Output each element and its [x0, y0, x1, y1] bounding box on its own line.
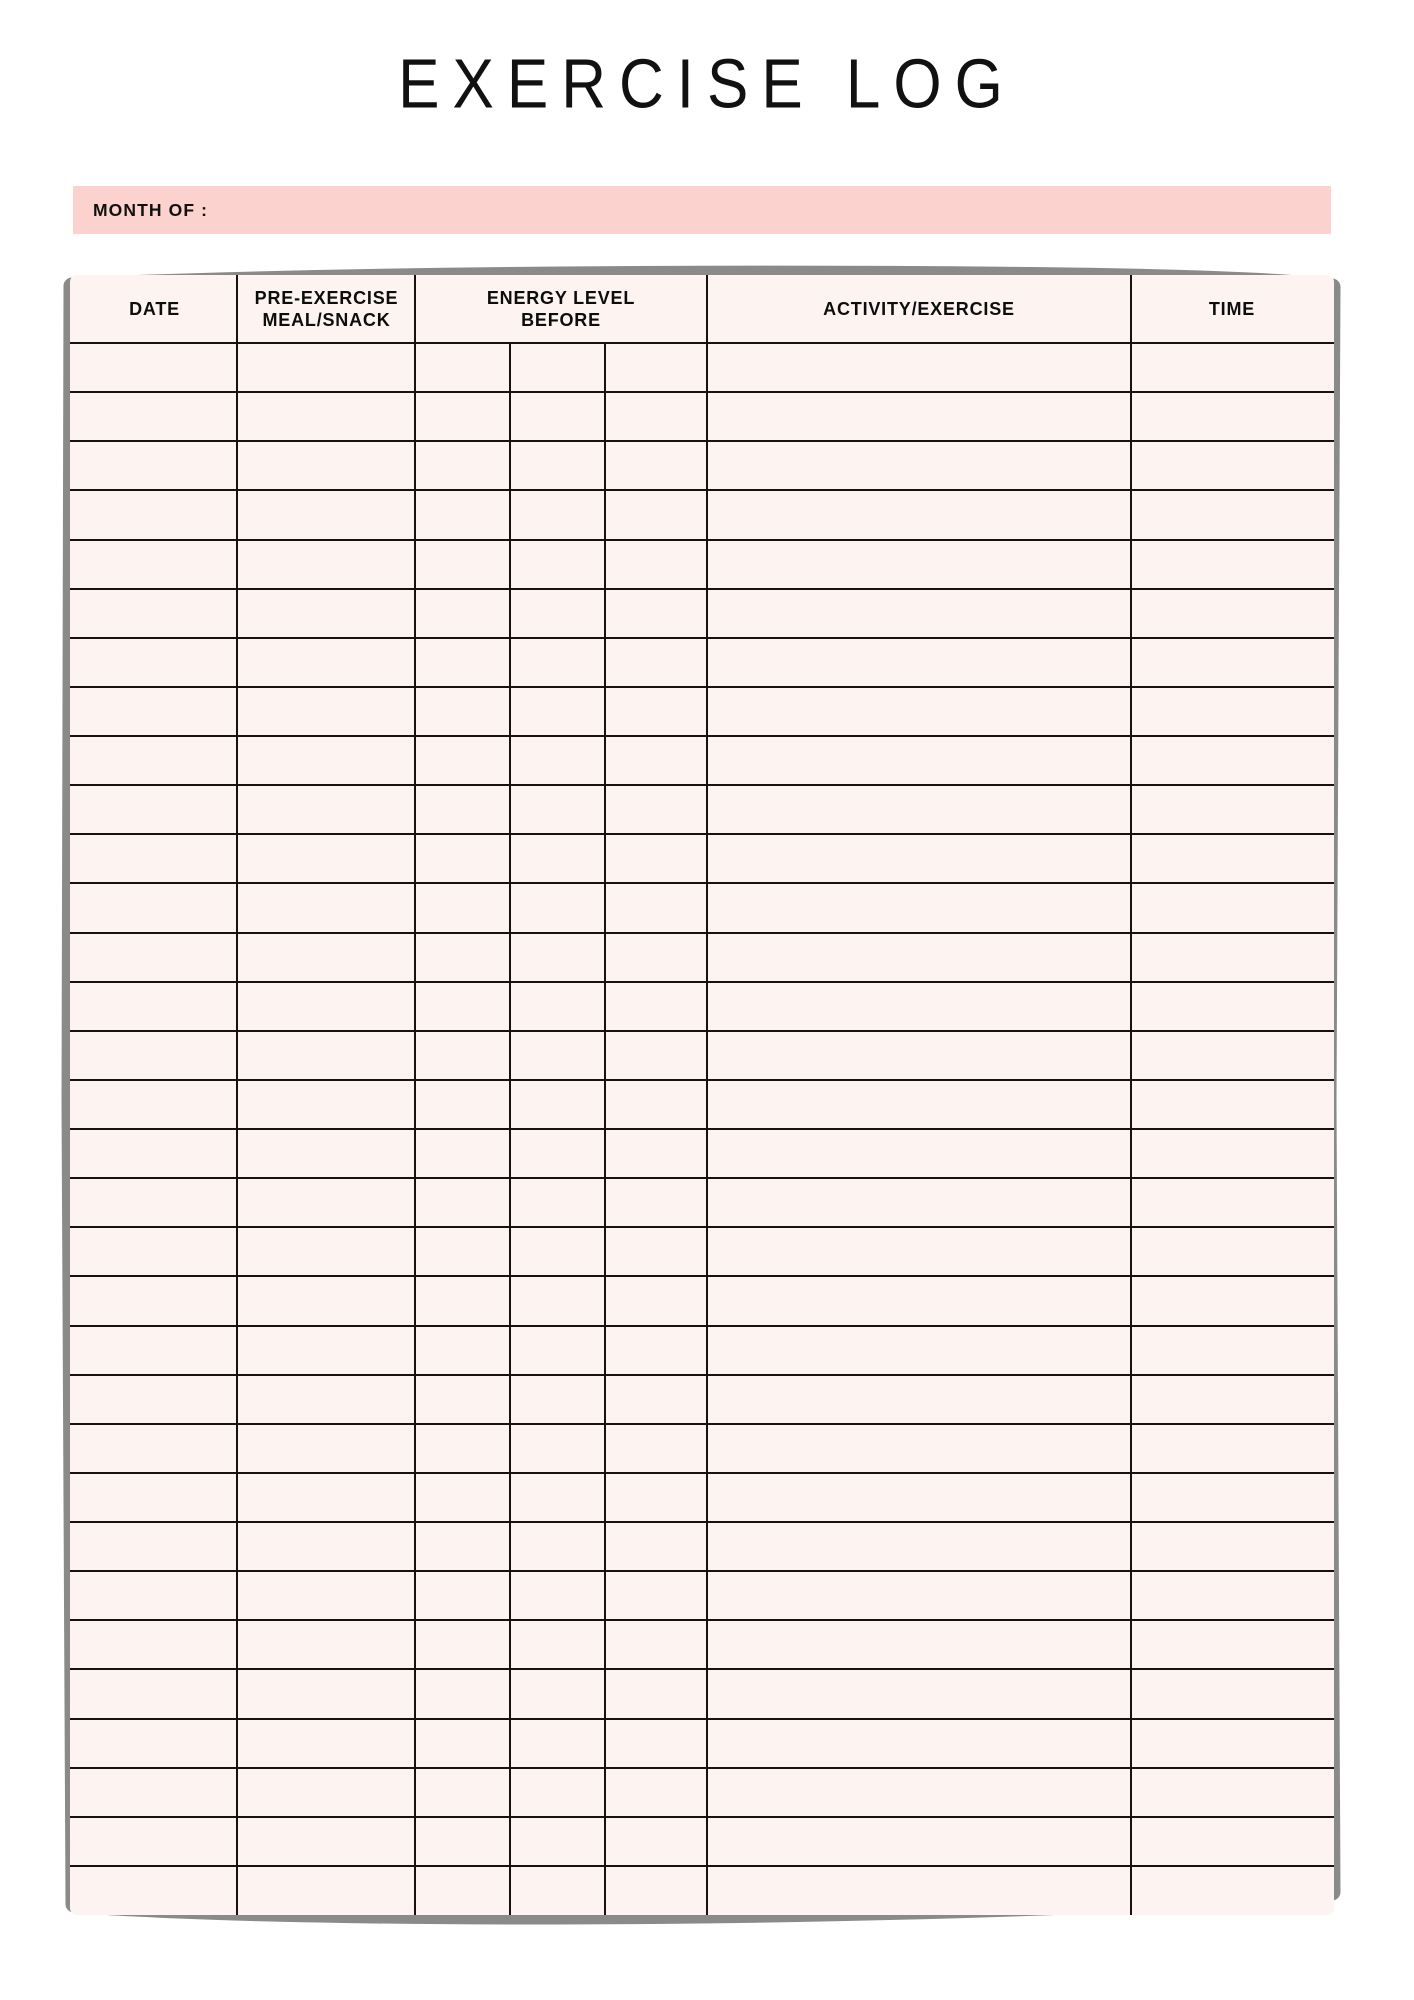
cell-energy-2[interactable] [510, 1424, 605, 1473]
cell-activity[interactable] [707, 343, 1131, 392]
cell-energy-1[interactable] [415, 1375, 510, 1424]
cell-meal[interactable] [237, 392, 415, 441]
cell-time[interactable] [1131, 785, 1334, 834]
cell-energy-3[interactable] [605, 982, 707, 1031]
table-row [70, 1080, 1334, 1129]
cell-activity[interactable] [707, 490, 1131, 539]
cell-activity[interactable] [707, 1129, 1131, 1178]
cell-energy-3[interactable] [605, 1129, 707, 1178]
cell-meal[interactable] [237, 1866, 415, 1915]
cell-energy-1[interactable] [415, 1669, 510, 1718]
cell-energy-2[interactable] [510, 638, 605, 687]
cell-energy-2[interactable] [510, 1719, 605, 1768]
cell-date[interactable] [70, 834, 237, 883]
table-row [70, 1375, 1334, 1424]
cell-meal[interactable] [237, 1571, 415, 1620]
cell-meal[interactable] [237, 834, 415, 883]
cell-meal[interactable] [237, 638, 415, 687]
cell-date[interactable] [70, 982, 237, 1031]
table-row [70, 1276, 1334, 1325]
cell-energy-3[interactable] [605, 1227, 707, 1276]
cell-energy-1[interactable] [415, 834, 510, 883]
cell-time[interactable] [1131, 883, 1334, 932]
cell-energy-1[interactable] [415, 589, 510, 638]
cell-meal[interactable] [237, 343, 415, 392]
cell-meal[interactable] [237, 1129, 415, 1178]
cell-activity[interactable] [707, 1571, 1131, 1620]
column-header-meal-line2: MEAL/SNACK [262, 310, 391, 330]
cell-date[interactable] [70, 1817, 237, 1866]
cell-energy-3[interactable] [605, 1522, 707, 1571]
month-of-label: MONTH OF : [93, 199, 209, 220]
cell-date[interactable] [70, 1031, 237, 1080]
table-row [70, 1719, 1334, 1768]
cell-energy-2[interactable] [510, 392, 605, 441]
table-row [70, 736, 1334, 785]
cell-date[interactable] [70, 1326, 237, 1375]
table-row [70, 687, 1334, 736]
cell-energy-2[interactable] [510, 1326, 605, 1375]
cell-energy-2[interactable] [510, 1080, 605, 1129]
cell-energy-2[interactable] [510, 1620, 605, 1669]
cell-meal[interactable] [237, 490, 415, 539]
cell-time[interactable] [1131, 1473, 1334, 1522]
cell-date[interactable] [70, 1768, 237, 1817]
cell-energy-1[interactable] [415, 785, 510, 834]
cell-activity[interactable] [707, 1178, 1131, 1227]
table-row [70, 933, 1334, 982]
table-row [70, 540, 1334, 589]
cell-activity[interactable] [707, 736, 1131, 785]
cell-activity[interactable] [707, 1620, 1131, 1669]
cell-energy-3[interactable] [605, 1571, 707, 1620]
cell-time[interactable] [1131, 490, 1334, 539]
cell-time[interactable] [1131, 1768, 1334, 1817]
cell-energy-1[interactable] [415, 736, 510, 785]
table-row [70, 1866, 1334, 1915]
cell-date[interactable] [70, 392, 237, 441]
column-header-activity: ACTIVITY/EXERCISE [823, 298, 1015, 319]
cell-date[interactable] [70, 1669, 237, 1718]
cell-time[interactable] [1131, 982, 1334, 1031]
cell-energy-2[interactable] [510, 1866, 605, 1915]
cell-energy-3[interactable] [605, 490, 707, 539]
cell-date[interactable] [70, 1227, 237, 1276]
cell-meal[interactable] [237, 1424, 415, 1473]
cell-time[interactable] [1131, 1227, 1334, 1276]
cell-meal[interactable] [237, 1669, 415, 1718]
cell-energy-3[interactable] [605, 638, 707, 687]
cell-energy-1[interactable] [415, 982, 510, 1031]
cell-meal[interactable] [237, 1768, 415, 1817]
table-row [70, 1326, 1334, 1375]
table-row [70, 1129, 1334, 1178]
cell-energy-2[interactable] [510, 490, 605, 539]
cell-time[interactable] [1131, 1129, 1334, 1178]
cell-energy-2[interactable] [510, 687, 605, 736]
cell-energy-1[interactable] [415, 1866, 510, 1915]
cell-activity[interactable] [707, 1866, 1131, 1915]
cell-activity[interactable] [707, 1424, 1131, 1473]
table-row [70, 589, 1334, 638]
cell-energy-1[interactable] [415, 540, 510, 589]
cell-energy-2[interactable] [510, 1375, 605, 1424]
table-cells [70, 275, 1334, 1915]
table-row [70, 490, 1334, 539]
cell-time[interactable] [1131, 1522, 1334, 1571]
cell-energy-2[interactable] [510, 1571, 605, 1620]
cell-energy-3[interactable] [605, 1326, 707, 1375]
cell-energy-1[interactable] [415, 1424, 510, 1473]
cell-meal[interactable] [237, 1522, 415, 1571]
cell-energy-3[interactable] [605, 1866, 707, 1915]
cell-activity[interactable] [707, 1473, 1131, 1522]
cell-date[interactable] [70, 736, 237, 785]
cell-date[interactable] [70, 933, 237, 982]
cell-meal[interactable] [237, 1080, 415, 1129]
cell-activity[interactable] [707, 1375, 1131, 1424]
cell-energy-3[interactable] [605, 834, 707, 883]
cell-activity[interactable] [707, 638, 1131, 687]
cell-energy-2[interactable] [510, 982, 605, 1031]
cell-time[interactable] [1131, 736, 1334, 785]
table-row [70, 392, 1334, 441]
cell-energy-1[interactable] [415, 490, 510, 539]
column-header-energy-line1: ENERGY LEVEL [486, 287, 636, 308]
cell-activity[interactable] [707, 540, 1131, 589]
cell-energy-2[interactable] [510, 834, 605, 883]
cell-activity[interactable] [707, 392, 1131, 441]
table-row [70, 1522, 1334, 1571]
cell-time[interactable] [1131, 933, 1334, 982]
cell-energy-2[interactable] [510, 933, 605, 982]
cell-energy-1[interactable] [415, 1719, 510, 1768]
cell-energy-2[interactable] [510, 736, 605, 785]
cell-meal[interactable] [237, 1620, 415, 1669]
cell-time[interactable] [1131, 1031, 1334, 1080]
cell-activity[interactable] [707, 1031, 1131, 1080]
table-row [70, 834, 1334, 883]
cell-date[interactable] [70, 589, 237, 638]
cell-energy-3[interactable] [605, 1817, 707, 1866]
cell-energy-1[interactable] [415, 1620, 510, 1669]
cell-energy-1[interactable] [415, 1571, 510, 1620]
cell-date[interactable] [70, 1866, 237, 1915]
cell-energy-3[interactable] [605, 1178, 707, 1227]
cell-date[interactable] [70, 490, 237, 539]
cell-energy-1[interactable] [415, 1276, 510, 1325]
column-header-date: DATE [129, 298, 180, 319]
cell-energy-1[interactable] [415, 1031, 510, 1080]
cell-activity[interactable] [707, 1817, 1131, 1866]
cell-energy-1[interactable] [415, 392, 510, 441]
cell-meal[interactable] [237, 883, 415, 932]
table-row [70, 1571, 1334, 1620]
cell-time[interactable] [1131, 540, 1334, 589]
cell-meal[interactable] [237, 1375, 415, 1424]
cell-date[interactable] [70, 1719, 237, 1768]
table-row [70, 1178, 1334, 1227]
cell-activity[interactable] [707, 1326, 1131, 1375]
cell-time[interactable] [1131, 1866, 1334, 1915]
cell-energy-2[interactable] [510, 1473, 605, 1522]
table-row [70, 1817, 1334, 1866]
cell-energy-1[interactable] [415, 1080, 510, 1129]
cell-time[interactable] [1131, 1719, 1334, 1768]
cell-meal[interactable] [237, 589, 415, 638]
cell-date[interactable] [70, 1276, 237, 1325]
cell-time[interactable] [1131, 1080, 1334, 1129]
cell-time[interactable] [1131, 589, 1334, 638]
cell-meal[interactable] [237, 1031, 415, 1080]
cell-meal[interactable] [237, 736, 415, 785]
cell-date[interactable] [70, 883, 237, 932]
table-row [70, 638, 1334, 687]
cell-date[interactable] [70, 1571, 237, 1620]
cell-energy-2[interactable] [510, 1276, 605, 1325]
cell-energy-2[interactable] [510, 1227, 605, 1276]
cell-date[interactable] [70, 785, 237, 834]
cell-energy-1[interactable] [415, 1473, 510, 1522]
cell-time[interactable] [1131, 1326, 1334, 1375]
cell-energy-1[interactable] [415, 1768, 510, 1817]
column-header-meal-line1: PRE-EXERCISE [254, 287, 399, 308]
cell-activity[interactable] [707, 834, 1131, 883]
cell-date[interactable] [70, 1424, 237, 1473]
cell-meal[interactable] [237, 1473, 415, 1522]
cell-energy-1[interactable] [415, 1326, 510, 1375]
cell-meal[interactable] [237, 1276, 415, 1325]
table-body [70, 275, 1334, 1915]
table-row [70, 1031, 1334, 1080]
cell-energy-2[interactable] [510, 441, 605, 490]
cell-energy-2[interactable] [510, 589, 605, 638]
cell-energy-3[interactable] [605, 1080, 707, 1129]
cell-meal[interactable] [237, 982, 415, 1031]
cell-activity[interactable] [707, 1276, 1131, 1325]
cell-date[interactable] [70, 1178, 237, 1227]
cell-time[interactable] [1131, 441, 1334, 490]
cell-time[interactable] [1131, 1669, 1334, 1718]
cell-date[interactable] [70, 343, 237, 392]
cell-meal[interactable] [237, 540, 415, 589]
page-title: EXERCISE LOG [398, 45, 1016, 124]
cell-energy-2[interactable] [510, 1031, 605, 1080]
cell-energy-2[interactable] [510, 540, 605, 589]
cell-date[interactable] [70, 1080, 237, 1129]
cell-time[interactable] [1131, 834, 1334, 883]
cell-energy-1[interactable] [415, 1178, 510, 1227]
cell-energy-2[interactable] [510, 1768, 605, 1817]
cell-energy-3[interactable] [605, 687, 707, 736]
cell-date[interactable] [70, 1522, 237, 1571]
cell-energy-1[interactable] [415, 441, 510, 490]
cell-energy-2[interactable] [510, 883, 605, 932]
cell-energy-2[interactable] [510, 343, 605, 392]
table-row [70, 1227, 1334, 1276]
cell-time[interactable] [1131, 1276, 1334, 1325]
cell-time[interactable] [1131, 392, 1334, 441]
month-of-bar[interactable] [73, 186, 1331, 234]
cell-energy-3[interactable] [605, 1031, 707, 1080]
cell-date[interactable] [70, 1620, 237, 1669]
cell-energy-1[interactable] [415, 883, 510, 932]
cell-energy-1[interactable] [415, 1129, 510, 1178]
cell-energy-2[interactable] [510, 1178, 605, 1227]
cell-time[interactable] [1131, 638, 1334, 687]
cell-meal[interactable] [237, 1817, 415, 1866]
cell-activity[interactable] [707, 441, 1131, 490]
cell-energy-3[interactable] [605, 883, 707, 932]
table-row [70, 1424, 1334, 1473]
table-row [70, 785, 1334, 834]
cell-energy-3[interactable] [605, 1719, 707, 1768]
cell-activity[interactable] [707, 687, 1131, 736]
cell-date[interactable] [70, 441, 237, 490]
cell-activity[interactable] [707, 883, 1131, 932]
table-row [70, 883, 1334, 932]
cell-energy-1[interactable] [415, 1817, 510, 1866]
cell-activity[interactable] [707, 982, 1131, 1031]
cell-meal[interactable] [237, 933, 415, 982]
cell-energy-3[interactable] [605, 1473, 707, 1522]
cell-meal[interactable] [237, 441, 415, 490]
cell-energy-1[interactable] [415, 933, 510, 982]
cell-date[interactable] [70, 687, 237, 736]
cell-energy-2[interactable] [510, 1129, 605, 1178]
cell-energy-3[interactable] [605, 392, 707, 441]
cell-energy-1[interactable] [415, 687, 510, 736]
cell-energy-3[interactable] [605, 1669, 707, 1718]
cell-time[interactable] [1131, 1178, 1334, 1227]
cell-energy-3[interactable] [605, 343, 707, 392]
cell-energy-2[interactable] [510, 785, 605, 834]
cell-time[interactable] [1131, 1424, 1334, 1473]
cell-energy-2[interactable] [510, 1522, 605, 1571]
cell-activity[interactable] [707, 933, 1131, 982]
table-row [70, 982, 1334, 1031]
cell-activity[interactable] [707, 1080, 1131, 1129]
cell-meal[interactable] [237, 1326, 415, 1375]
cell-energy-3[interactable] [605, 589, 707, 638]
cell-activity[interactable] [707, 1227, 1131, 1276]
table-row [70, 1620, 1334, 1669]
column-header-time: TIME [1208, 298, 1256, 319]
cell-date[interactable] [70, 638, 237, 687]
cell-meal[interactable] [237, 1719, 415, 1768]
cell-date[interactable] [70, 540, 237, 589]
table-row [70, 1669, 1334, 1718]
cell-energy-1[interactable] [415, 1522, 510, 1571]
cell-energy-3[interactable] [605, 441, 707, 490]
cell-time[interactable] [1131, 1817, 1334, 1866]
cell-meal[interactable] [237, 687, 415, 736]
cell-activity[interactable] [707, 1719, 1131, 1768]
column-header-energy-line2: BEFORE [521, 310, 601, 330]
cell-time[interactable] [1131, 343, 1334, 392]
cell-energy-3[interactable] [605, 540, 707, 589]
cell-energy-1[interactable] [415, 343, 510, 392]
cell-energy-3[interactable] [605, 1424, 707, 1473]
cell-time[interactable] [1131, 1620, 1334, 1669]
table-row [70, 1473, 1334, 1522]
cell-energy-3[interactable] [605, 1375, 707, 1424]
cell-energy-3[interactable] [605, 1768, 707, 1817]
cell-activity[interactable] [707, 1669, 1131, 1718]
table-row [70, 441, 1334, 490]
cell-time[interactable] [1131, 1375, 1334, 1424]
cell-energy-1[interactable] [415, 638, 510, 687]
cell-date[interactable] [70, 1375, 237, 1424]
cell-date[interactable] [70, 1473, 237, 1522]
cell-energy-2[interactable] [510, 1817, 605, 1866]
cell-activity[interactable] [707, 1522, 1131, 1571]
cell-activity[interactable] [707, 1768, 1131, 1817]
cell-activity[interactable] [707, 589, 1131, 638]
cell-time[interactable] [1131, 1571, 1334, 1620]
cell-date[interactable] [70, 1129, 237, 1178]
cell-meal[interactable] [237, 1178, 415, 1227]
cell-energy-3[interactable] [605, 1276, 707, 1325]
cell-activity[interactable] [707, 785, 1131, 834]
exercise-log-table [58, 262, 1346, 1930]
table-row [70, 343, 1334, 392]
cell-energy-2[interactable] [510, 1669, 605, 1718]
cell-energy-3[interactable] [605, 1620, 707, 1669]
cell-energy-3[interactable] [605, 785, 707, 834]
cell-time[interactable] [1131, 687, 1334, 736]
cell-meal[interactable] [237, 1227, 415, 1276]
cell-meal[interactable] [237, 785, 415, 834]
cell-energy-1[interactable] [415, 1227, 510, 1276]
cell-energy-3[interactable] [605, 736, 707, 785]
table-row [70, 1768, 1334, 1817]
cell-energy-3[interactable] [605, 933, 707, 982]
